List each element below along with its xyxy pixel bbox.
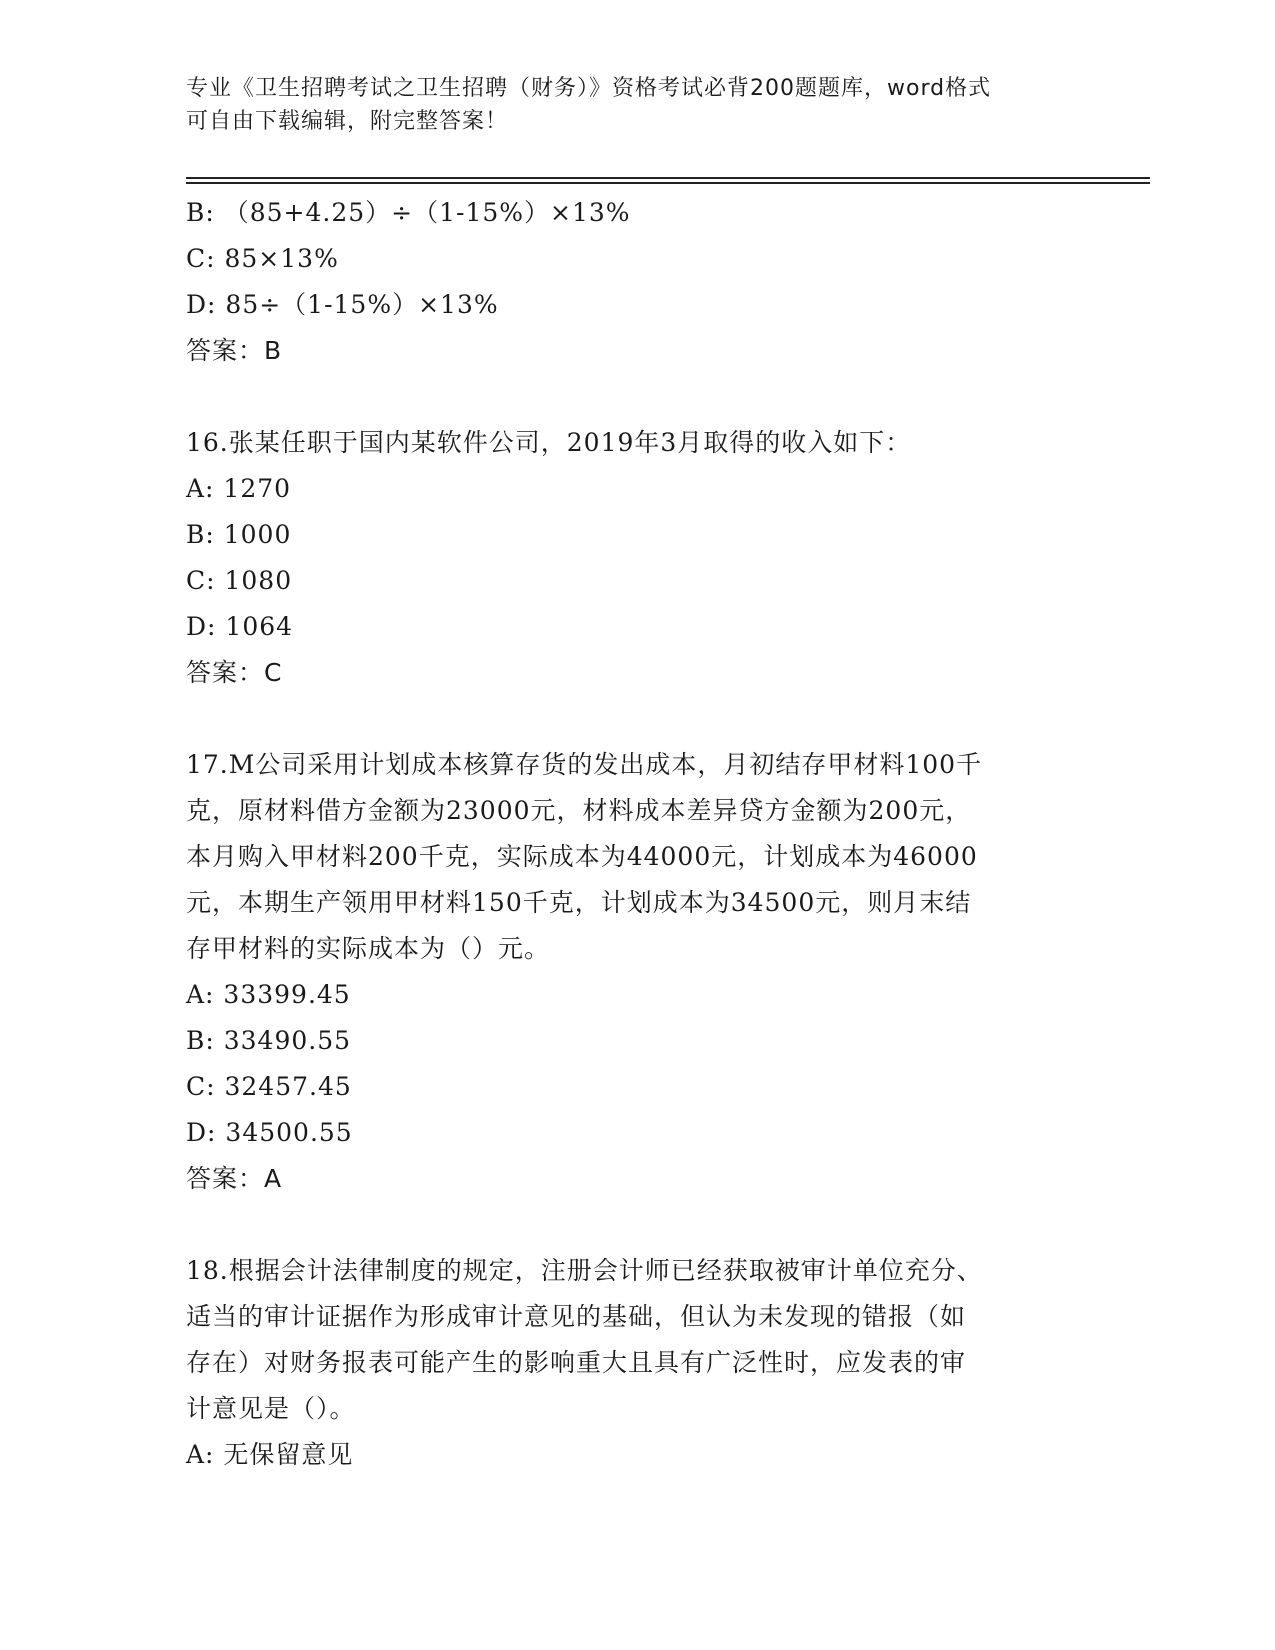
option-a: A: 33399.45 xyxy=(186,980,351,1009)
question-17 xyxy=(186,742,1066,1202)
header-line-1: 专业《卫生招聘考试之卫生招聘（财务）》资格考试必背200题题库，word格式 xyxy=(186,76,992,101)
question-stem-line: 克，原材料借方金额为23000元，材料成本差异贷方金额为200元， xyxy=(186,796,972,825)
question-stem-line: 17.M公司采用计划成本核算存货的发出成本，月初结存甲材料100千 xyxy=(186,750,983,779)
option-b: B: （85+4.25）÷（1-15%）×13% xyxy=(186,198,631,227)
header-divider-bottom xyxy=(186,182,1150,184)
header-divider-top xyxy=(186,177,1150,179)
option-a: A: 1270 xyxy=(186,474,292,503)
question-stem: 16.张某任职于国内某软件公司，2019年3月取得的收入如下： xyxy=(186,428,912,457)
option-d: D: 85÷（1-15%）×13% xyxy=(186,290,499,319)
question-18 xyxy=(186,1248,1066,1478)
option-b: B: 33490.55 xyxy=(186,1026,352,1055)
answer-label: 答案：A xyxy=(186,1164,283,1193)
question-stem-line: 18.根据会计法律制度的规定，注册会计师已经获取被审计单位充分、 xyxy=(186,1256,983,1285)
header-line-2: 可自由下载编辑，附完整答案！ xyxy=(186,109,509,134)
question-stem-line: 本月购入甲材料200千克，实际成本为44000元，计划成本为46000 xyxy=(186,842,978,871)
question-stem-line: 元，本期生产领用甲材料150千克，计划成本为34500元，则月末结 xyxy=(186,888,972,917)
question-list xyxy=(186,190,1066,1478)
question-15-continued xyxy=(186,190,1066,374)
option-a: A: 无保留意见 xyxy=(186,1440,354,1469)
option-d: D: 1064 xyxy=(186,612,294,641)
question-stem-line: 计意见是（）。 xyxy=(186,1394,356,1423)
option-c: C: 32457.45 xyxy=(186,1072,352,1101)
answer-label: 答案：B xyxy=(186,336,283,365)
option-c: C: 85×13% xyxy=(186,244,339,273)
option-b: B: 1000 xyxy=(186,520,292,549)
option-c: C: 1080 xyxy=(186,566,293,595)
document-header xyxy=(186,72,1066,138)
answer-label: 答案：C xyxy=(186,658,283,687)
option-d: D: 34500.55 xyxy=(186,1118,353,1147)
question-16 xyxy=(186,420,1066,696)
question-stem-line: 适当的审计证据作为形成审计意见的基础，但认为未发现的错报（如 xyxy=(186,1302,967,1331)
question-stem-line: 存在）对财务报表可能产生的影响重大且具有广泛性时，应发表的审 xyxy=(186,1348,967,1377)
question-stem-line: 存甲材料的实际成本为（）元。 xyxy=(186,934,551,963)
